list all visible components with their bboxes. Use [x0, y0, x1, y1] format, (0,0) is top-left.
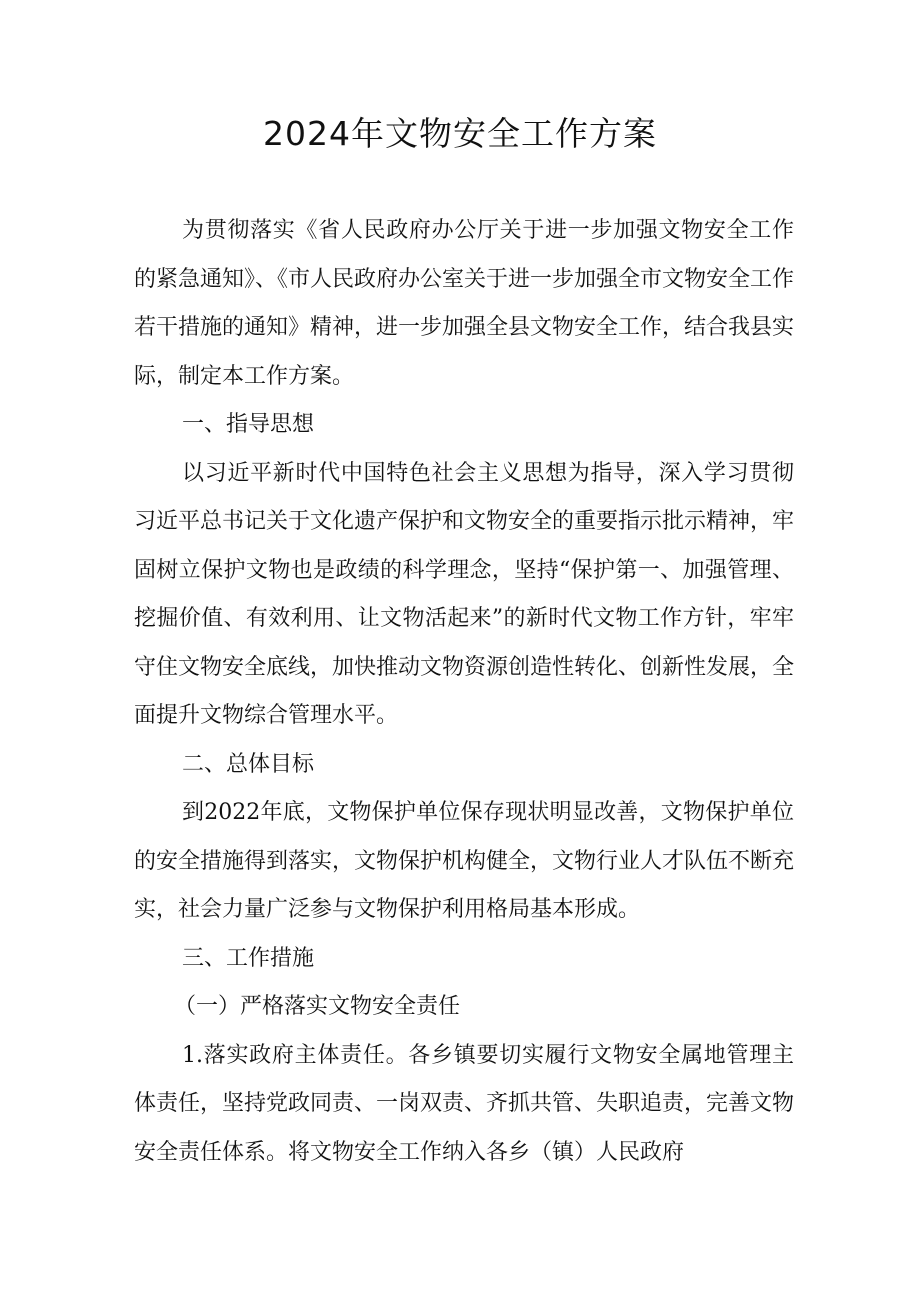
section-paragraph-work-measures: 1.落实政府主体责任。各乡镇要切实履行文物安全属地管理主体责任，坚持党政同责、一岗双责、齐抓共管、失职追责，完善文物安全责任体系。将文物安全工作纳入各乡（镇）人民政府 — [134, 1042, 795, 1165]
document-body — [134, 207, 794, 1177]
subsection-heading-responsibility: （一）严格落实文物安全责任 — [174, 994, 461, 1019]
section-paragraph-guiding-ideology: 以习近平新时代中国特色社会主义思想为指导，深入学习贯彻习近平总书记关于文化遗产保护和文物安全的重要指示批示精神，牢固树立保护文物也是政绩的科学理念，坚持“保护第一、加强管理、挖掘价值、有效利用、让文物活起来”的新时代文物工作方针，牢牢守住文物安全底线，加快推动文物资源创造性转化、创新性发展，全面提升文物综合管理水平。 — [134, 460, 795, 728]
intro-paragraph: 为贯彻落实《省人民政府办公厅关于进一步加强文物安全工作的紧急通知》、《市人民政府办公室关于进一步加强全市文物安全工作若干措施的通知》精神，进一步加强全县文物安全工作，结合我县实际，制定本工作方案。 — [134, 218, 795, 389]
section-heading-guiding-ideology: 一、指导思想 — [182, 412, 315, 437]
document-title: 2024年文物安全工作方案 — [263, 114, 657, 153]
section-heading-work-measures: 三、工作措施 — [182, 945, 315, 971]
section-paragraph-overall-goals: 到2022年底，文物保护单位保存现状明显改善，文物保护单位的安全措施得到落实，文物保护机构健全，文物行业人才队伍不断充实，社会力量广泛参与文物保护利用格局基本形成。 — [134, 800, 795, 922]
section-heading-overall-goals: 二、总体目标 — [182, 751, 315, 777]
